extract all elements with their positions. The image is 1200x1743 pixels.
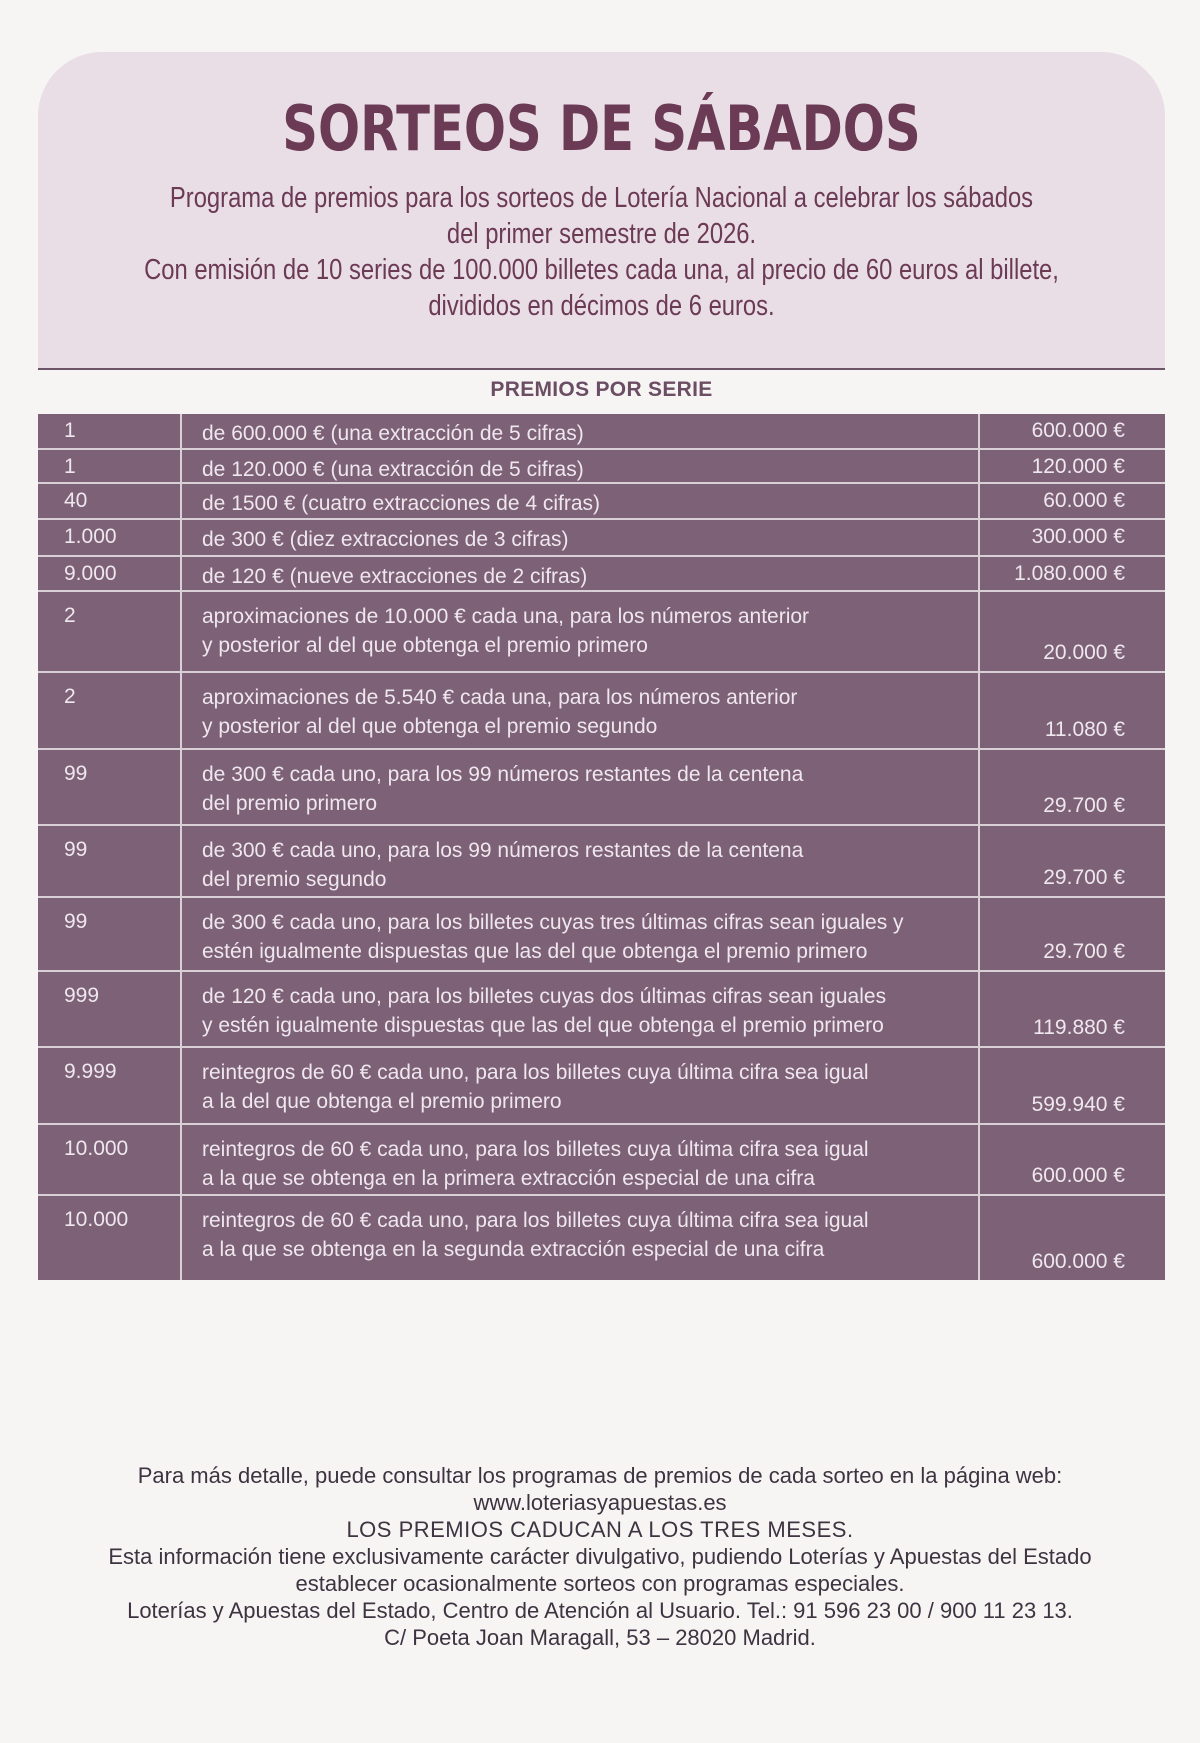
prize-description [182,414,980,448]
prize-table [38,414,1165,1280]
prize-description-line: a la que se obtenga en la primera extracción especial de una cifra [202,1167,815,1190]
prize-total-amount: 600.000 € [1031,1164,1125,1187]
prize-count: 2 [38,592,182,671]
table-row [38,414,1165,450]
prize-total-amount: 11.080 € [1044,718,1125,741]
prize-description-line: del premio primero [202,792,378,815]
table-row [38,1048,1165,1125]
prize-description [182,898,980,970]
table-row [38,826,1165,898]
prize-description [182,750,980,824]
page-title: SORTEOS DE SÁBADOS [282,92,921,165]
prize-description-line: reintegros de 60 € cada uno, para los billetes cuya última cifra sea igual [202,1209,869,1232]
prize-description-line: y estén igualmente dispuestas que las del que obtenga el premio primero [202,1014,884,1037]
prize-description-line: de 120.000 € (una extracción de 5 cifras) [202,458,584,481]
prize-description-line: aproximaciones de 5.540 € cada una, para los números anterior [202,686,798,709]
table-row [38,673,1165,750]
prize-total-amount: 120.000 € [1031,455,1125,478]
prize-count: 99 [38,750,182,824]
prize-description [182,1196,980,1280]
prize-description-line: aproximaciones de 10.000 € cada una, para los números anterior [202,605,810,628]
prize-description-line: de 120 € (nueve extracciones de 2 cifras) [202,565,588,588]
footer-line: Para más detalle, puede consultar los programas de premios de cada sorteo en la página web: [137,1463,1063,1488]
prize-total-amount: 600.000 € [1031,419,1125,442]
prize-count: 2 [38,673,182,748]
table-row [38,1125,1165,1196]
footer-line: establecer ocasionalmente sorteos con programas especiales. [295,1571,905,1596]
prize-count: 10.000 [38,1125,182,1194]
prize-count: 999 [38,972,182,1046]
prize-description-line: de 120 € cada uno, para los billetes cuyas dos últimas cifras sean iguales [202,985,887,1008]
prize-count: 99 [38,898,182,970]
prize-count: 40 [38,484,182,518]
prize-description [182,1048,980,1123]
prize-description-line: de 300 € cada uno, para los 99 números restantes de la centena [202,839,804,862]
table-row [38,750,1165,826]
prize-description-line: a la que se obtenga en la segunda extracción especial de una cifra [202,1238,825,1261]
prize-description-line: reintegros de 60 € cada uno, para los billetes cuya última cifra sea igual [202,1138,869,1161]
prize-description-line: del premio segundo [202,868,387,891]
prize-description-line: y posterior al del que obtenga el premio primero [202,634,648,657]
footer-line: Esta información tiene exclusivamente carácter divulgativo, pudiendo Loterías y Apuestas del Estado [108,1544,1092,1569]
footer-expiry-notice: LOS PREMIOS CADUCAN A LOS TRES MESES. [346,1517,854,1542]
table-row [38,484,1165,520]
prize-description [182,673,980,748]
prize-description-line: de 300 € cada uno, para los 99 números restantes de la centena [202,763,804,786]
prize-description [182,826,980,896]
prize-count: 10.000 [38,1196,182,1280]
footer-address: C/ Poeta Joan Maragall, 53 – 28020 Madrid. [384,1625,816,1650]
prize-description [182,450,980,482]
prize-total-amount: 29.700 € [1043,866,1125,889]
prize-count: 1 [38,414,182,448]
subtitle-line: Programa de premios para los sorteos de Lotería Nacional a celebrar los sábados [169,182,1034,214]
prize-description-line: de 1500 € (cuatro extracciones de 4 cifras) [202,492,601,515]
table-row [38,972,1165,1048]
prize-description-line: de 300 € (diez extracciones de 3 cifras) [202,528,569,551]
subtitle-line: del primer semestre de 2026. [446,218,757,250]
table-row [38,592,1165,673]
section-label: PREMIOS POR SERIE [490,378,713,401]
prize-count: 1.000 [38,520,182,555]
footer-contact: Loterías y Apuestas del Estado, Centro de Atención al Usuario. Tel.: 91 596 23 00 / 900 11 23 13. [127,1598,1073,1623]
prize-description [182,557,980,590]
prize-description-line: de 300 € cada uno, para los billetes cuyas tres últimas cifras sean iguales y [202,911,904,934]
prize-description [182,592,980,671]
table-row [38,450,1165,484]
prize-description [182,1125,980,1194]
table-row [38,898,1165,972]
prize-description-line: reintegros de 60 € cada uno, para los billetes cuya última cifra sea igual [202,1061,869,1084]
prize-count: 99 [38,826,182,896]
prize-total-amount: 29.700 € [1043,940,1125,963]
table-row [38,1196,1165,1280]
prize-total-amount: 600.000 € [1031,1250,1125,1273]
header-panel [38,52,1165,370]
footer-website: www.loteriasyapuestas.es [473,1490,727,1515]
prize-description [182,972,980,1046]
prize-description [182,484,980,518]
prize-total-amount: 599.940 € [1031,1093,1125,1116]
prize-description-line: estén igualmente dispuestas que las del que obtenga el premio primero [202,940,868,963]
prize-description [182,520,980,555]
prize-count: 1 [38,450,182,482]
prize-total-amount: 119.880 € [1033,1016,1125,1039]
prize-count: 9.999 [38,1048,182,1123]
prize-count: 9.000 [38,557,182,590]
table-row [38,520,1165,557]
subtitle [38,180,1165,324]
subtitle-line: divididos en décimos de 6 euros. [428,290,775,322]
prize-description-line: de 600.000 € (una extracción de 5 cifras) [202,422,584,445]
table-row [38,557,1165,592]
prize-total-amount: 20.000 € [1043,641,1125,664]
subtitle-line: Con emisión de 10 series de 100.000 billetes cada una, al precio de 60 euros al billete, [144,254,1059,286]
prize-description-line: y posterior al del que obtenga el premio segundo [202,715,658,738]
prize-total-amount: 29.700 € [1043,794,1125,817]
prize-total-amount: 60.000 € [1043,489,1125,512]
prize-total-amount: 1.080.000 € [1014,562,1125,585]
prize-total-amount: 300.000 € [1031,525,1125,548]
footer [0,1462,1200,1651]
prize-description-line: a la del que obtenga el premio primero [202,1090,562,1113]
